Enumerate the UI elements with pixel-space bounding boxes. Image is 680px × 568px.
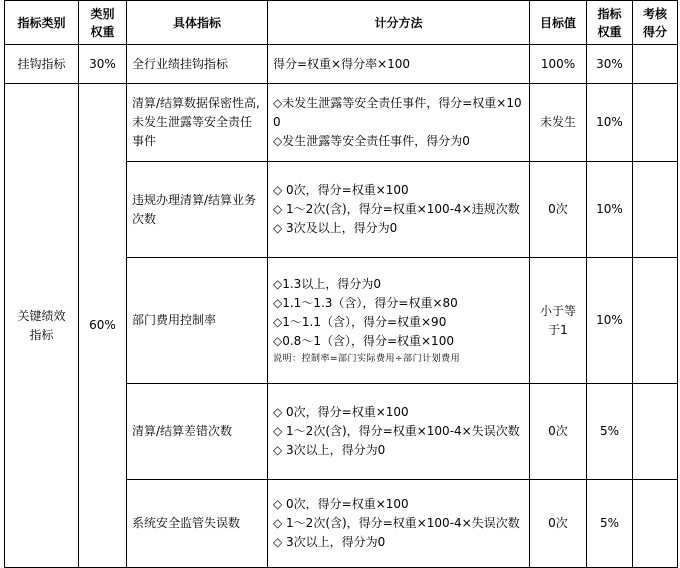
kpi-method-0: ◇未发生泄露等安全责任事件，得分=权重×100 ◇发生泄露等安全责任事件，得分为0 (268, 84, 530, 162)
hook-indicator: 全行业绩挂钩指标 (127, 45, 268, 84)
header-row (5, 1, 678, 45)
kpi-indicator-weight-2: 10% (587, 258, 633, 384)
kpi-method-2: ◇1.3以上，得分为0 ◇1.1～1.3（含），得分=权重×80 ◇1～1.1（含），得分=权重×90 ◇0.8～1（含），得分=权重×100 说明：控制率=部门实际费用÷部门计划费用 (268, 258, 530, 384)
hook-weight: 30% (79, 45, 127, 84)
kpi-indicator-4: 系统安全监管失误数 (127, 480, 268, 568)
kpi-weight: 60% (79, 84, 127, 568)
header-target: 目标值 (530, 1, 587, 45)
header-indicator: 具体指标 (127, 1, 268, 45)
table-row-hook (5, 45, 678, 84)
kpi-target-2: 小于等于1 (530, 258, 587, 384)
kpi-indicator-3: 清算/结算差错次数 (127, 384, 268, 480)
kpi-score-3 (633, 384, 678, 480)
header-indicator-weight: 指标 权重 (587, 1, 633, 45)
kpi-target-4: 0次 (530, 480, 587, 568)
cost-control-note: 说明：控制率=部门实际费用÷部门计划费用 (273, 353, 461, 364)
kpi-indicator-weight-1: 10% (587, 162, 633, 258)
header-category-weight: 类别 权重 (79, 1, 127, 45)
kpi-score-2 (633, 258, 678, 384)
kpi-target-3: 0次 (530, 384, 587, 480)
kpi-indicator-2: 部门费用控制率 (127, 258, 268, 384)
kpi-score-0 (633, 84, 678, 162)
hook-category: 挂钩指标 (5, 45, 79, 84)
kpi-indicator-weight-0: 10% (587, 84, 633, 162)
kpi-indicator-1: 违规办理清算/结算业务次数 (127, 162, 268, 258)
kpi-target-0: 未发生 (530, 84, 587, 162)
kpi-method-4: ◇ 0次，得分=权重×100 ◇ 1～2次(含)，得分=权重×100-4×失误次数 ◇ 3次以上，得分为0 (268, 480, 530, 568)
kpi-indicator-weight-3: 5% (587, 384, 633, 480)
kpi-indicator-weight-4: 5% (587, 480, 633, 568)
hook-score (633, 45, 678, 84)
kpi-score-1 (633, 162, 678, 258)
kpi-indicator-0: 清算/结算数据保密性高,未发生泄露等安全责任事件 (127, 84, 268, 162)
hook-target: 100% (530, 45, 587, 84)
kpi-method-1: ◇ 0次，得分=权重×100 ◇ 1～2次(含)，得分=权重×100-4×违规次数 ◇ 3次及以上，得分为0 (268, 162, 530, 258)
kpi-category: 关键绩效 指标 (5, 84, 79, 568)
kpi-method-3: ◇ 0次，得分=权重×100 ◇ 1～2次(含)，得分=权重×100-4×失误次数 ◇ 3次以上，得分为0 (268, 384, 530, 480)
hook-indicator-weight: 30% (587, 45, 633, 84)
header-score: 考核 得分 (633, 1, 678, 45)
header-method: 计分方法 (268, 1, 530, 45)
kpi-assessment-table (4, 0, 678, 568)
kpi-score-4 (633, 480, 678, 568)
table-row-kpi-0 (5, 84, 678, 162)
header-category: 指标类别 (5, 1, 79, 45)
kpi-target-1: 0次 (530, 162, 587, 258)
hook-method: 得分=权重×得分率×100 (268, 45, 530, 84)
